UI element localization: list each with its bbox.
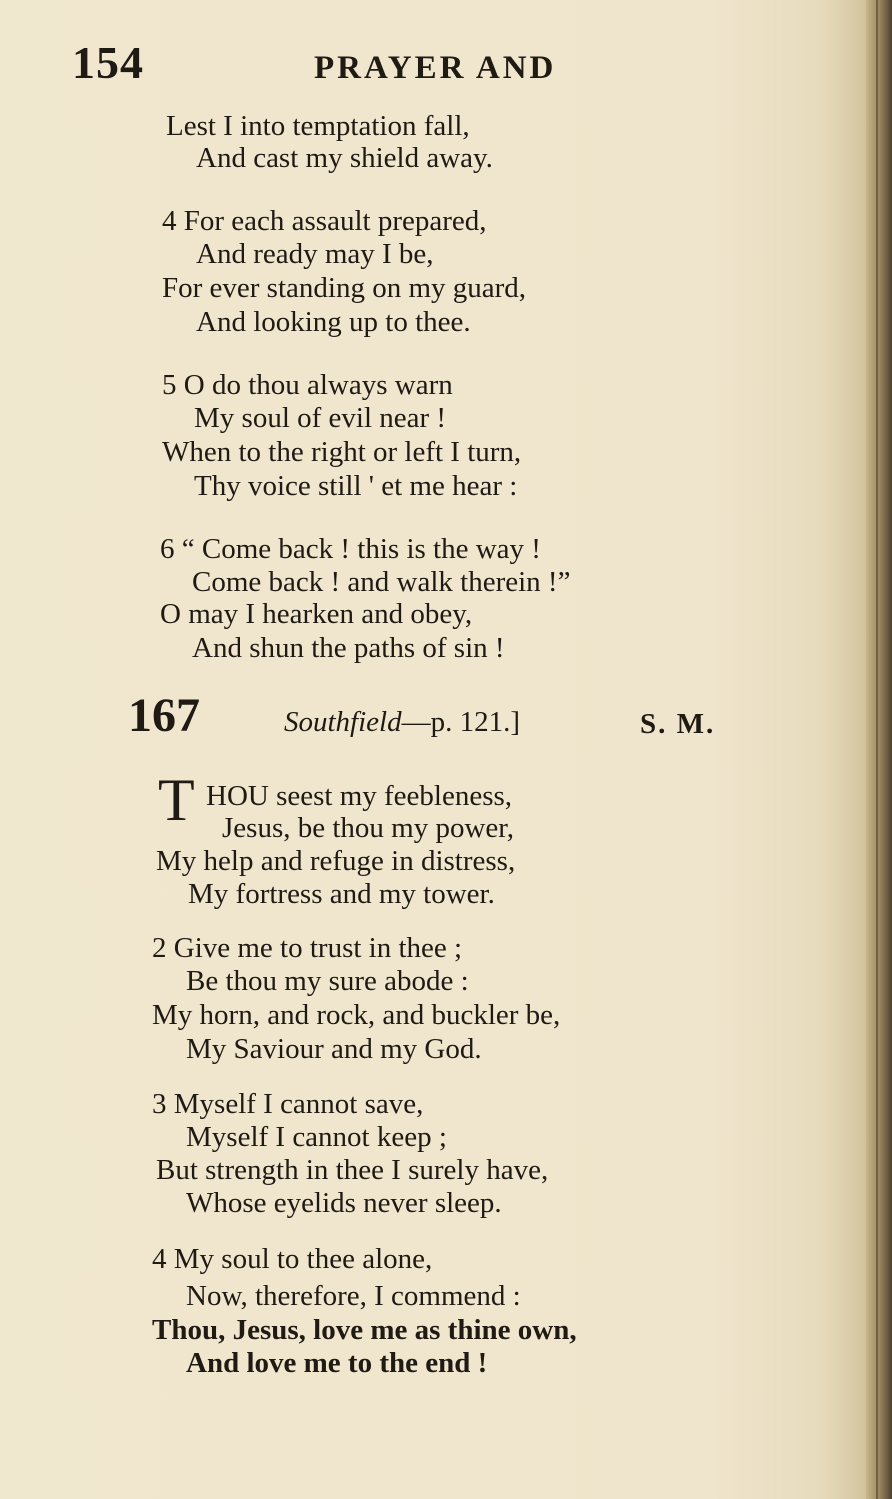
tune-name: Southfield (284, 706, 402, 738)
verse-line: My fortress and my tower. (188, 878, 495, 910)
verse-line: Be thou my sure abode : (186, 965, 469, 997)
hymn-number: 167 (128, 689, 200, 742)
verse-line: My soul of evil near ! (194, 402, 447, 434)
tune-reference (284, 706, 520, 739)
verse-line: But strength in thee I surely have, (156, 1154, 549, 1186)
verse-line: Lest I into temptation fall, (166, 110, 470, 142)
verse-line: And looking up to thee. (196, 306, 471, 338)
verse-line: Come back ! and walk therein !” (192, 566, 571, 598)
verse-line: And love me to the end ! (186, 1347, 488, 1379)
verse-line: For ever standing on my guard, (162, 272, 527, 304)
verse-line: 4 For each assault prepared, (162, 205, 487, 237)
page-number: 154 (72, 37, 144, 88)
verse-line: My help and refuge in distress, (156, 845, 516, 877)
verse-line: HOU seest my feebleness, (206, 780, 513, 812)
verse-line: 3 Myself I cannot save, (152, 1088, 424, 1120)
verse-line: Thou, Jesus, love me as thine own, (152, 1314, 577, 1346)
book-gutter (866, 0, 892, 1499)
drop-cap: T (158, 767, 195, 833)
verse-line: Myself I cannot keep ; (186, 1121, 447, 1153)
verse-line: And ready may I be, (196, 238, 434, 270)
verse-line: 5 O do thou always warn (162, 369, 453, 401)
running-head: PRAYER AND (314, 50, 557, 86)
meter: S. M. (640, 708, 716, 740)
verse-line: 4 My soul to thee alone, (152, 1243, 433, 1275)
verse-line: Now, therefore, I commend : (186, 1280, 521, 1312)
verse-line: My horn, and rock, and buckler be, (152, 999, 561, 1031)
verse-line: And cast my shield away. (196, 142, 493, 174)
verse-line: And shun the paths of sin ! (192, 632, 505, 664)
verse-line: Thy voice still ' et me hear : (194, 470, 518, 502)
verse-line: Whose eyelids never sleep. (186, 1187, 502, 1219)
verse-line: Jesus, be thou my power, (222, 812, 515, 844)
verse-line: My Saviour and my God. (186, 1033, 482, 1065)
verse-line: 2 Give me to trust in thee ; (152, 932, 463, 964)
verse-line: 6 “ Come back ! this is the way ! (160, 533, 541, 565)
verse-line: O may I hearken and obey, (160, 598, 473, 630)
gutter-line (876, 0, 878, 1499)
verse-line: When to the right or left I turn, (162, 436, 522, 468)
tune-page: —p. 121.] (401, 706, 521, 738)
